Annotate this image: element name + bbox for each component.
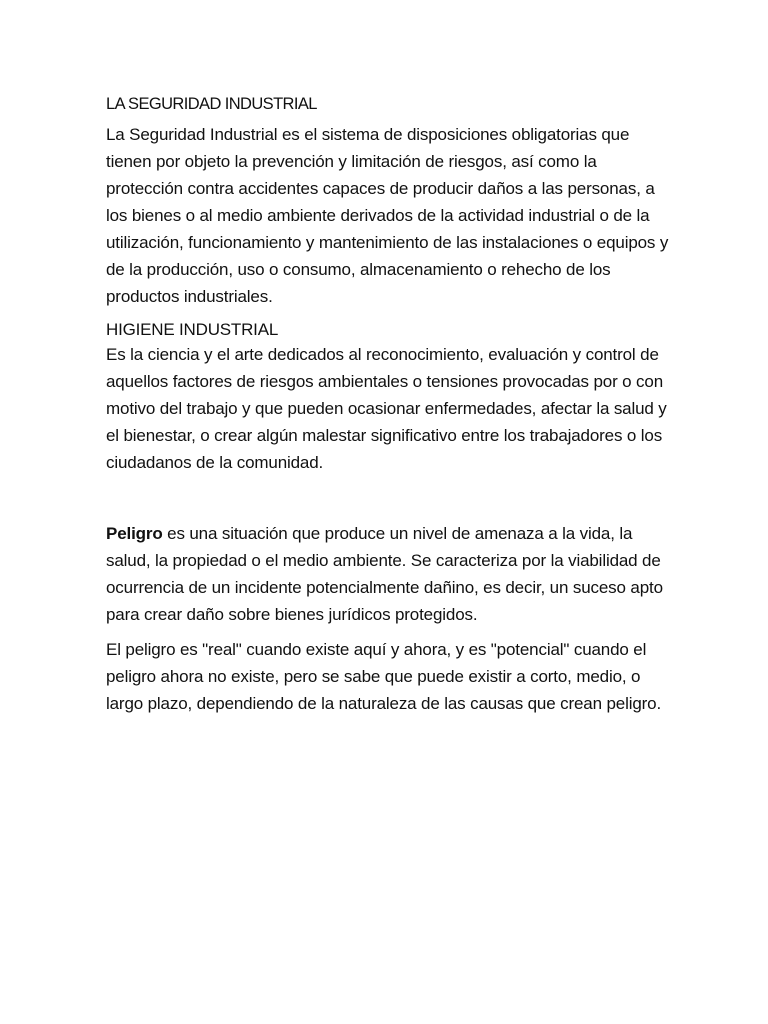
paragraph-peligro-real-potencial: El peligro es "real" cuando existe aquí y ahora, y es "potencial" cuando el peligro ahora no existe, pero se sabe que puede existir a corto, medio, o largo plazo, dependiendo de la naturaleza de las causas que crean peligro.: [106, 640, 662, 713]
section-title-seguridad-industrial: LA SEGURIDAD INDUSTRIAL: [106, 95, 317, 113]
section-title-higiene-industrial: HIGIENE INDUSTRIAL: [106, 320, 279, 339]
term-peligro: Peligro: [106, 524, 163, 543]
paragraph-peligro-definition: [106, 520, 674, 628]
document-page: [106, 92, 674, 717]
paragraph-seguridad-industrial: La Seguridad Industrial es el sistema de disposiciones obligatorias que tienen por objeto la prevención y limitación de riesgos, así como la protección contra accidentes capaces de producir daños a las personas, a los bienes o al medio ambiente derivados de la actividad industrial o de la utilización, funcionamiento y mantenimiento de las instalaciones o equipos y de la producción, uso o consumo, almacenamiento o rehecho de los productos industriales.: [106, 125, 669, 306]
definition-peligro: es una situación que produce un nivel de amenaza a la vida, la salud, la propiedad o el medio ambiente. Se caracteriza por la viabilidad de ocurrencia de un incidente potencialmente dañino, es decir, un suceso apto para crear daño sobre bienes jurídicos protegidos.: [106, 524, 663, 624]
paragraph-higiene-industrial: Es la ciencia y el arte dedicados al reconocimiento, evaluación y control de aquellos factores de riesgos ambientales o tensiones provocadas por o con motivo del trabajo y que pueden ocasionar enfermedades, afectar la salud y el bienestar, o crear algún malestar significativo entre los trabajadores o los ciudadanos de la comunidad.: [106, 345, 667, 472]
